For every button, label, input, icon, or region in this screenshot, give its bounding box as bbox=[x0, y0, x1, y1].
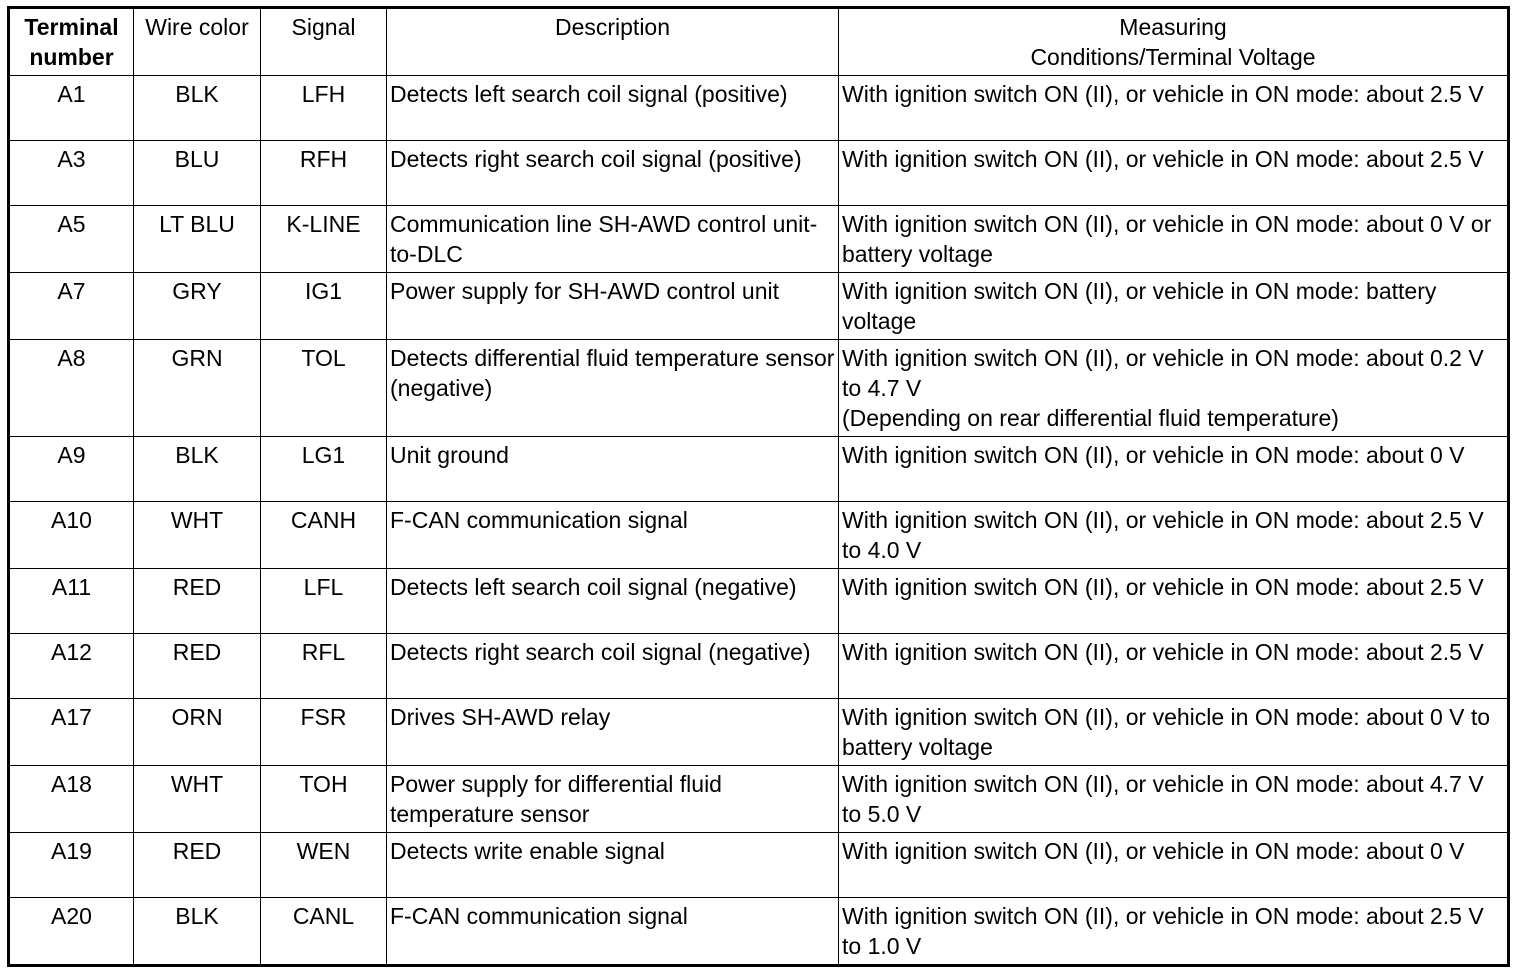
cell-wire-color: LT BLU bbox=[134, 206, 261, 273]
cell-terminal: A12 bbox=[9, 634, 134, 699]
measuring-note: (Depending on rear differential fluid temperature) bbox=[842, 405, 1339, 431]
cell-wire-color: ORN bbox=[134, 699, 261, 766]
measuring-text: With ignition switch ON (II), or vehicle in ON mode: about 0.2 V to 4.7 V bbox=[842, 345, 1484, 401]
cell-wire-color: GRN bbox=[134, 340, 261, 437]
cell-description: Unit ground bbox=[387, 437, 839, 502]
cell-measuring: With ignition switch ON (II), or vehicle in ON mode: about 4.7 V to 5.0 V bbox=[839, 766, 1509, 833]
table-row bbox=[9, 699, 1509, 766]
table-row bbox=[9, 273, 1509, 340]
cell-terminal: A11 bbox=[9, 569, 134, 634]
cell-description: Power supply for differential fluid temperature sensor bbox=[387, 766, 839, 833]
cell-measuring: With ignition switch ON (II), or vehicle in ON mode: about 2.5 V bbox=[839, 634, 1509, 699]
cell-signal: FSR bbox=[261, 699, 387, 766]
table-row bbox=[9, 76, 1509, 141]
cell-signal: LG1 bbox=[261, 437, 387, 502]
cell-signal: LFH bbox=[261, 76, 387, 141]
cell-measuring: With ignition switch ON (II), or vehicle in ON mode: about 2.5 V bbox=[839, 76, 1509, 141]
cell-wire-color: BLK bbox=[134, 898, 261, 966]
cell-measuring: With ignition switch ON (II), or vehicle in ON mode: about 0 V or battery voltage bbox=[839, 206, 1509, 273]
cell-terminal: A8 bbox=[9, 340, 134, 437]
cell-description: Detects left search coil signal (negative) bbox=[387, 569, 839, 634]
table-row bbox=[9, 569, 1509, 634]
terminal-table bbox=[7, 6, 1510, 967]
cell-wire-color: WHT bbox=[134, 502, 261, 569]
cell-terminal: A20 bbox=[9, 898, 134, 966]
cell-measuring: With ignition switch ON (II), or vehicle in ON mode: about 2.5 V bbox=[839, 569, 1509, 634]
header-row bbox=[9, 8, 1509, 76]
cell-wire-color: RED bbox=[134, 833, 261, 898]
cell-description: F-CAN communication signal bbox=[387, 898, 839, 966]
table-row bbox=[9, 437, 1509, 502]
cell-description: Detects write enable signal bbox=[387, 833, 839, 898]
cell-terminal: A19 bbox=[9, 833, 134, 898]
cell-signal: LFL bbox=[261, 569, 387, 634]
cell-wire-color: BLK bbox=[134, 76, 261, 141]
cell-wire-color: WHT bbox=[134, 766, 261, 833]
header-signal: Signal bbox=[261, 8, 387, 76]
cell-description: Detects left search coil signal (positive) bbox=[387, 76, 839, 141]
table-row bbox=[9, 634, 1509, 699]
cell-terminal: A18 bbox=[9, 766, 134, 833]
cell-measuring: With ignition switch ON (II), or vehicle in ON mode: about 0 V to battery voltage bbox=[839, 699, 1509, 766]
cell-measuring: With ignition switch ON (II), or vehicle in ON mode: about 0 V bbox=[839, 437, 1509, 502]
cell-signal: IG1 bbox=[261, 273, 387, 340]
header-description: Description bbox=[387, 8, 839, 76]
cell-signal: CANL bbox=[261, 898, 387, 966]
cell-measuring: With ignition switch ON (II), or vehicle in ON mode: about 0 V bbox=[839, 833, 1509, 898]
cell-signal: RFL bbox=[261, 634, 387, 699]
cell-signal: TOL bbox=[261, 340, 387, 437]
cell-measuring: With ignition switch ON (II), or vehicle in ON mode: about 2.5 V bbox=[839, 141, 1509, 206]
header-terminal-number: Terminal number bbox=[9, 8, 134, 76]
cell-description: Detects right search coil signal (positive) bbox=[387, 141, 839, 206]
cell-description: Communication line SH-AWD control unit-to-DLC bbox=[387, 206, 839, 273]
cell-signal: RFH bbox=[261, 141, 387, 206]
cell-wire-color: BLK bbox=[134, 437, 261, 502]
cell-signal: CANH bbox=[261, 502, 387, 569]
cell-terminal: A3 bbox=[9, 141, 134, 206]
cell-measuring bbox=[839, 340, 1509, 437]
table-row bbox=[9, 833, 1509, 898]
table-row bbox=[9, 141, 1509, 206]
table-row bbox=[9, 898, 1509, 966]
cell-measuring: With ignition switch ON (II), or vehicle in ON mode: about 2.5 V to 1.0 V bbox=[839, 898, 1509, 966]
cell-measuring: With ignition switch ON (II), or vehicle in ON mode: battery voltage bbox=[839, 273, 1509, 340]
cell-description: Drives SH-AWD relay bbox=[387, 699, 839, 766]
cell-description: Detects right search coil signal (negative) bbox=[387, 634, 839, 699]
table-row bbox=[9, 340, 1509, 437]
cell-terminal: A10 bbox=[9, 502, 134, 569]
table-row bbox=[9, 502, 1509, 569]
cell-terminal: A7 bbox=[9, 273, 134, 340]
cell-wire-color: GRY bbox=[134, 273, 261, 340]
table-row bbox=[9, 206, 1509, 273]
cell-description: Power supply for SH-AWD control unit bbox=[387, 273, 839, 340]
cell-signal: TOH bbox=[261, 766, 387, 833]
cell-terminal: A17 bbox=[9, 699, 134, 766]
cell-terminal: A5 bbox=[9, 206, 134, 273]
cell-wire-color: RED bbox=[134, 634, 261, 699]
header-wire-color: Wire color bbox=[134, 8, 261, 76]
cell-description: Detects differential fluid temperature sensor (negative) bbox=[387, 340, 839, 437]
table-body bbox=[9, 76, 1509, 966]
cell-wire-color: BLU bbox=[134, 141, 261, 206]
cell-signal: K-LINE bbox=[261, 206, 387, 273]
cell-terminal: A9 bbox=[9, 437, 134, 502]
cell-measuring: With ignition switch ON (II), or vehicle in ON mode: about 2.5 V to 4.0 V bbox=[839, 502, 1509, 569]
cell-description: F-CAN communication signal bbox=[387, 502, 839, 569]
header-measuring-conditions: Measuring Conditions/Terminal Voltage bbox=[839, 8, 1509, 76]
cell-signal: WEN bbox=[261, 833, 387, 898]
cell-wire-color: RED bbox=[134, 569, 261, 634]
cell-terminal: A1 bbox=[9, 76, 134, 141]
table-row bbox=[9, 766, 1509, 833]
